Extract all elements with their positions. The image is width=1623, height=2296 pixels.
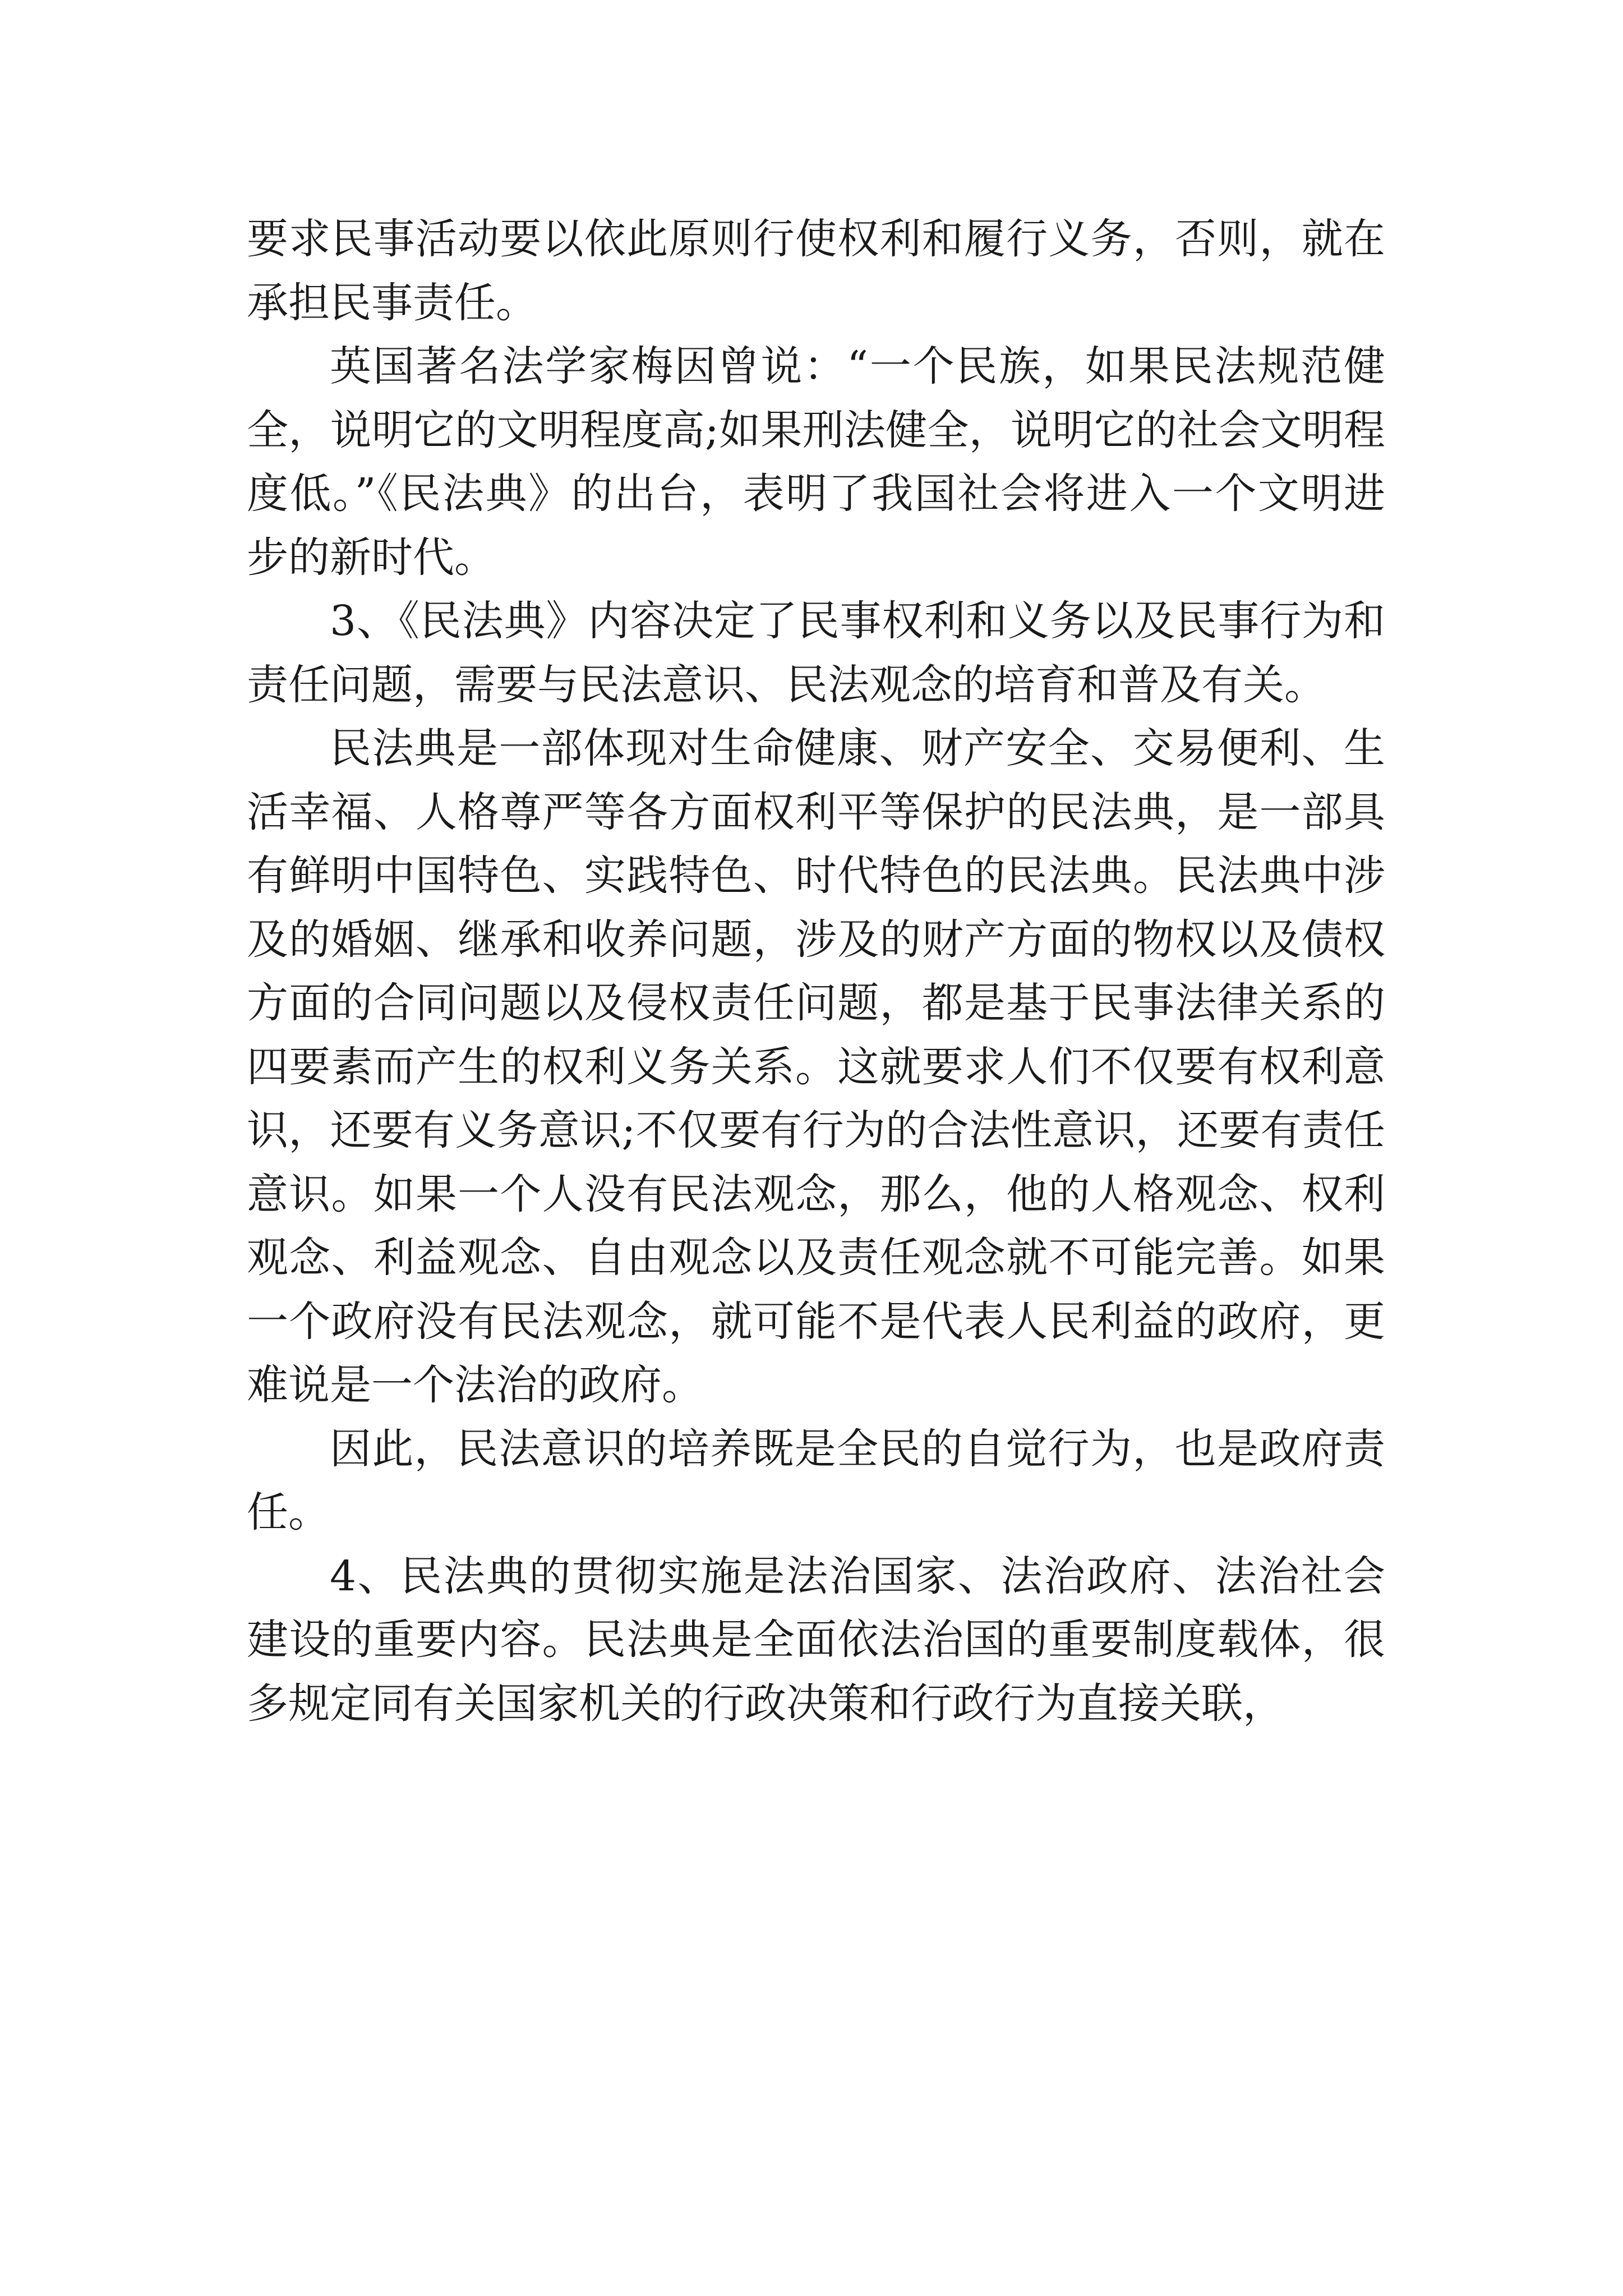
paragraph-2: 英国著名法学家梅因曾说：“一个民族，如果民法规范健全，说明它的文明程度高;如果刑法健全，说明它的社会文明程度低。”《民法典》的出台，表明了我国社会将进入一个文明进步的新时代。 (247, 342, 1385, 582)
paragraph-6: 4、民法典的贯彻实施是法治国家、法治政府、法治社会建设的重要内容。民法典是全面依法治国的重要制度载体，很多规定同有关国家机关的行政决策和行政行为直接关联， (247, 1552, 1385, 1728)
document-body (247, 208, 1385, 1736)
paragraph-5: 因此，民法意识的培养既是全民的自觉行为，也是政府责任。 (247, 1424, 1385, 1536)
paragraph-3: 3、《民法典》内容决定了民事权利和义务以及民事行为和责任问题，需要与民法意识、民法观念的培育和普及有关。 (247, 597, 1385, 709)
paragraph-1: 要求民事活动要以依此原则行使权利和履行义务，否则，就在承担民事责任。 (247, 215, 1385, 327)
paragraph-4: 民法典是一部体现对生命健康、财产安全、交易便利、生活幸福、人格尊严等各方面权利平等保护的民法典，是一部具有鲜明中国特色、实践特色、时代特色的民法典。民法典中涉及的婚姻、继承和收养问题，涉及的财产方面的物权以及债权方面的合同问题以及侵权责任问题，都是基于民事法律关系的四要素而产生的权利义务关系。这就要求人们不仅要有权利意识，还要有义务意识;不仅要有行为的合法性意识，还要有责任意识。如果一个人没有民法观念，那么，他的人格观念、权利观念、利益观念、自由观念以及责任观念就不可能完善。如果一个政府没有民法观念，就可能不是代表人民利益的政府，更难说是一个法治的政府。 (247, 724, 1385, 1409)
